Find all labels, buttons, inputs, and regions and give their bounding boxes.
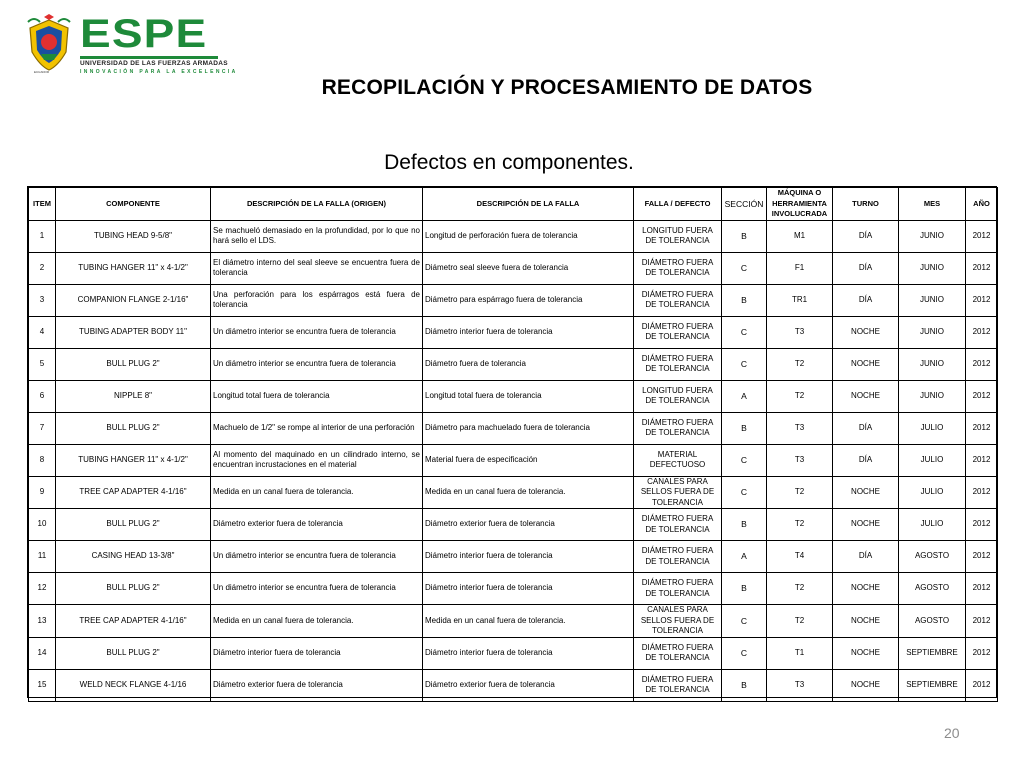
header-seccion: SECCIÓN: [722, 188, 767, 221]
cell-turno: NOCHE: [833, 348, 899, 380]
cell-maquina: T2: [767, 509, 833, 541]
table-row: [29, 220, 998, 252]
cell-mes: AGOSTO: [899, 541, 966, 573]
cell-mes: JUNIO: [899, 252, 966, 284]
crest-caption: ECUADOR: [34, 70, 50, 74]
cell-falla-defecto: LONGITUD FUERA DE TOLERANCIA: [634, 380, 722, 412]
cell-turno: DÍA: [833, 284, 899, 316]
cell-descripcion-origen: Medida en un canal fuera de tolerancia.: [211, 605, 423, 638]
cell-descripcion-origen: Medida en un canal fuera de tolerancia.: [211, 476, 423, 509]
cell-componente: TUBING ADAPTER BODY 11": [56, 316, 211, 348]
slide-title: RECOPILACIÓN Y PROCESAMIENTO DE DATOS: [321, 76, 813, 99]
cell-maquina: T1: [767, 637, 833, 669]
header-mes: MES: [899, 188, 966, 221]
cell-descripcion: Diámetro para espárrago fuera de tolerancia: [423, 284, 634, 316]
cell-item: 10: [29, 509, 56, 541]
table-row: [29, 316, 998, 348]
cell-descripcion: Diámetro seal sleeve fuera de tolerancia: [423, 252, 634, 284]
cell-ano: 2012: [966, 509, 998, 541]
cell-falla-defecto: MATERIAL DEFECTUOSO: [634, 444, 722, 476]
cell-ano: 2012: [966, 541, 998, 573]
cell-falla-defecto: DIÁMETRO FUERA DE TOLERANCIA: [634, 541, 722, 573]
table-row: [29, 252, 998, 284]
cell-descripcion-origen: Longitud total fuera de tolerancia: [211, 380, 423, 412]
cell-maquina: T3: [767, 669, 833, 701]
cell-maquina: T3: [767, 444, 833, 476]
cell-descripcion-origen: El diámetro interno del seal sleeve se encuentra fuera de tolerancia: [211, 252, 423, 284]
cell-turno: DÍA: [833, 220, 899, 252]
cell-turno: NOCHE: [833, 380, 899, 412]
cell-turno: DÍA: [833, 412, 899, 444]
cell-ano: 2012: [966, 637, 998, 669]
defects-table: [27, 186, 997, 698]
cell-componente: TUBING HANGER 11" x 4-1/2": [56, 252, 211, 284]
cell-item: 9: [29, 476, 56, 509]
cell-seccion: C: [722, 316, 767, 348]
cell-maquina: TR1: [767, 284, 833, 316]
cell-falla-defecto: DIÁMETRO FUERA DE TOLERANCIA: [634, 573, 722, 605]
cell-mes: JUNIO: [899, 220, 966, 252]
cell-falla-defecto: DIÁMETRO FUERA DE TOLERANCIA: [634, 412, 722, 444]
cell-mes: SEPTIEMBRE: [899, 637, 966, 669]
cell-falla-defecto: DIÁMETRO FUERA DE TOLERANCIA: [634, 637, 722, 669]
cell-item: 15: [29, 669, 56, 701]
cell-descripcion: Diámetro interior fuera de tolerancia: [423, 637, 634, 669]
cell-descripcion: Longitud total fuera de tolerancia: [423, 380, 634, 412]
cell-turno: DÍA: [833, 252, 899, 284]
cell-descripcion: Longitud de perforación fuera de tolerancia: [423, 220, 634, 252]
table-row: [29, 348, 998, 380]
cell-descripcion-origen: Diámetro interior fuera de tolerancia: [211, 637, 423, 669]
cell-componente: TREE CAP ADAPTER 4-1/16": [56, 605, 211, 638]
cell-componente: TREE CAP ADAPTER 4-1/16": [56, 476, 211, 509]
brand-tagline: INNOVACIÓN PARA LA EXCELENCIA: [80, 69, 238, 75]
cell-item: 12: [29, 573, 56, 605]
brand-subtitle: UNIVERSIDAD DE LAS FUERZAS ARMADAS: [80, 60, 228, 67]
cell-item: 7: [29, 412, 56, 444]
crest-icon: [24, 14, 74, 72]
cell-ano: 2012: [966, 605, 998, 638]
cell-seccion: A: [722, 380, 767, 412]
cell-turno: NOCHE: [833, 476, 899, 509]
cell-turno: NOCHE: [833, 637, 899, 669]
cell-seccion: A: [722, 541, 767, 573]
cell-mes: JULIO: [899, 444, 966, 476]
cell-componente: BULL PLUG 2": [56, 573, 211, 605]
cell-ano: 2012: [966, 476, 998, 509]
cell-falla-defecto: LONGITUD FUERA DE TOLERANCIA: [634, 220, 722, 252]
cell-seccion: C: [722, 444, 767, 476]
cell-falla-defecto: CANALES PARA SELLOS FUERA DE TOLERANCIA: [634, 476, 722, 509]
cell-descripcion: Diámetro exterior fuera de tolerancia: [423, 669, 634, 701]
cell-descripcion-origen: Un diámetro interior se encuntra fuera de tolerancia: [211, 348, 423, 380]
cell-turno: NOCHE: [833, 605, 899, 638]
cell-ano: 2012: [966, 573, 998, 605]
cell-maquina: F1: [767, 252, 833, 284]
table-row: [29, 476, 998, 509]
cell-seccion: C: [722, 348, 767, 380]
cell-descripcion-origen: Un diámetro interior se encuntra fuera de tolerancia: [211, 573, 423, 605]
cell-ano: 2012: [966, 316, 998, 348]
cell-maquina: T2: [767, 476, 833, 509]
cell-turno: DÍA: [833, 541, 899, 573]
table-header-row: [29, 188, 998, 221]
table-row: [29, 284, 998, 316]
cell-item: 5: [29, 348, 56, 380]
cell-componente: BULL PLUG 2": [56, 348, 211, 380]
cell-ano: 2012: [966, 412, 998, 444]
cell-componente: CASING HEAD 13-3/8": [56, 541, 211, 573]
table-row: [29, 444, 998, 476]
brand-block: [80, 12, 238, 75]
cell-mes: JUNIO: [899, 380, 966, 412]
cell-ano: 2012: [966, 220, 998, 252]
table-row: [29, 573, 998, 605]
cell-maquina: T2: [767, 573, 833, 605]
cell-mes: JULIO: [899, 476, 966, 509]
cell-ano: 2012: [966, 669, 998, 701]
brand-name: ESPE: [80, 12, 208, 56]
cell-seccion: C: [722, 637, 767, 669]
cell-seccion: B: [722, 573, 767, 605]
cell-componente: NIPPLE 8": [56, 380, 211, 412]
slide-subtitle: Defectos en componentes.: [384, 151, 634, 174]
cell-descripcion: Diámetro exterior fuera de tolerancia: [423, 509, 634, 541]
cell-mes: JULIO: [899, 509, 966, 541]
cell-item: 1: [29, 220, 56, 252]
cell-seccion: C: [722, 476, 767, 509]
cell-descripcion: Diámetro para machuelado fuera de tolerancia: [423, 412, 634, 444]
cell-falla-defecto: DIÁMETRO FUERA DE TOLERANCIA: [634, 669, 722, 701]
cell-ano: 2012: [966, 252, 998, 284]
cell-falla-defecto: DIÁMETRO FUERA DE TOLERANCIA: [634, 348, 722, 380]
cell-descripcion: Diámetro interior fuera de tolerancia: [423, 573, 634, 605]
cell-descripcion: Medida en un canal fuera de tolerancia.: [423, 605, 634, 638]
cell-descripcion: Medida en un canal fuera de tolerancia.: [423, 476, 634, 509]
cell-falla-defecto: DIÁMETRO FUERA DE TOLERANCIA: [634, 509, 722, 541]
cell-item: 3: [29, 284, 56, 316]
cell-descripcion-origen: Una perforación para los espárragos está fuera de tolerancia: [211, 284, 423, 316]
cell-item: 13: [29, 605, 56, 638]
cell-descripcion-origen: Al momento del maquinado en un cilindrado interno, se encuentran incrustaciones en el material: [211, 444, 423, 476]
header-descripcion-origen: DESCRIPCIÓN DE LA FALLA (ORIGEN): [211, 188, 423, 221]
table-row: [29, 509, 998, 541]
cell-falla-defecto: DIÁMETRO FUERA DE TOLERANCIA: [634, 284, 722, 316]
cell-ano: 2012: [966, 348, 998, 380]
cell-mes: JUNIO: [899, 348, 966, 380]
cell-item: 8: [29, 444, 56, 476]
cell-descripcion: Diámetro interior fuera de tolerancia: [423, 541, 634, 573]
header-ano: AÑO: [966, 188, 998, 221]
cell-turno: NOCHE: [833, 669, 899, 701]
cell-maquina: T2: [767, 605, 833, 638]
cell-item: 4: [29, 316, 56, 348]
cell-ano: 2012: [966, 380, 998, 412]
cell-ano: 2012: [966, 444, 998, 476]
cell-falla-defecto: CANALES PARA SELLOS FUERA DE TOLERANCIA: [634, 605, 722, 638]
cell-mes: JUNIO: [899, 316, 966, 348]
cell-maquina: T4: [767, 541, 833, 573]
cell-item: 2: [29, 252, 56, 284]
cell-turno: DÍA: [833, 444, 899, 476]
cell-seccion: C: [722, 252, 767, 284]
page-number: 20: [944, 725, 960, 741]
cell-falla-defecto: DIÁMETRO FUERA DE TOLERANCIA: [634, 316, 722, 348]
table-row: [29, 605, 998, 638]
cell-maquina: T3: [767, 316, 833, 348]
cell-seccion: B: [722, 412, 767, 444]
cell-turno: NOCHE: [833, 316, 899, 348]
cell-componente: BULL PLUG 2": [56, 509, 211, 541]
cell-mes: JUNIO: [899, 284, 966, 316]
header-turno: TURNO: [833, 188, 899, 221]
brand-divider: [80, 56, 218, 59]
cell-seccion: B: [722, 284, 767, 316]
header-descripcion: DESCRIPCIÓN DE LA FALLA: [423, 188, 634, 221]
cell-seccion: B: [722, 220, 767, 252]
cell-descripcion: Diámetro fuera de tolerancia: [423, 348, 634, 380]
cell-item: 14: [29, 637, 56, 669]
cell-descripcion-origen: Se machueló demasiado en la profundidad, por lo que no hará sello el LDS.: [211, 220, 423, 252]
cell-item: 6: [29, 380, 56, 412]
table-row: [29, 412, 998, 444]
cell-componente: BULL PLUG 2": [56, 637, 211, 669]
cell-descripcion-origen: Un diámetro interior se encuntra fuera de tolerancia: [211, 316, 423, 348]
cell-descripcion-origen: Diámetro exterior fuera de tolerancia: [211, 669, 423, 701]
cell-componente: TUBING HANGER 11" x 4-1/2": [56, 444, 211, 476]
header-componente: COMPONENTE: [56, 188, 211, 221]
table-row: [29, 541, 998, 573]
cell-maquina: T2: [767, 380, 833, 412]
cell-falla-defecto: DIÁMETRO FUERA DE TOLERANCIA: [634, 252, 722, 284]
cell-seccion: B: [722, 509, 767, 541]
table-row: [29, 669, 998, 701]
cell-componente: COMPANION FLANGE 2-1/16": [56, 284, 211, 316]
cell-item: 11: [29, 541, 56, 573]
header-maquina: MÁQUINA O HERRAMIENTA INVOLUCRADA: [767, 188, 833, 221]
cell-turno: NOCHE: [833, 573, 899, 605]
cell-seccion: B: [722, 669, 767, 701]
cell-mes: JULIO: [899, 412, 966, 444]
cell-maquina: T2: [767, 348, 833, 380]
cell-componente: BULL PLUG 2": [56, 412, 211, 444]
cell-seccion: C: [722, 605, 767, 638]
cell-turno: NOCHE: [833, 509, 899, 541]
cell-mes: AGOSTO: [899, 605, 966, 638]
cell-ano: 2012: [966, 284, 998, 316]
espe-logo: [24, 12, 238, 76]
header-falla-defecto: FALLA / DEFECTO: [634, 188, 722, 221]
cell-mes: AGOSTO: [899, 573, 966, 605]
cell-descripcion-origen: Un diámetro interior se encuntra fuera de tolerancia: [211, 541, 423, 573]
table-row: [29, 637, 998, 669]
cell-componente: WELD NECK FLANGE 4-1/16: [56, 669, 211, 701]
cell-maquina: T3: [767, 412, 833, 444]
cell-mes: SEPTIEMBRE: [899, 669, 966, 701]
cell-maquina: M1: [767, 220, 833, 252]
cell-descripcion-origen: Diámetro exterior fuera de tolerancia: [211, 509, 423, 541]
table-row: [29, 380, 998, 412]
cell-descripcion-origen: Machuelo de 1/2" se rompe al interior de una perforación: [211, 412, 423, 444]
cell-componente: TUBING HEAD 9-5/8": [56, 220, 211, 252]
header-item: ITEM: [29, 188, 56, 221]
cell-descripcion: Diámetro interior fuera de tolerancia: [423, 316, 634, 348]
cell-descripcion: Material fuera de especificación: [423, 444, 634, 476]
